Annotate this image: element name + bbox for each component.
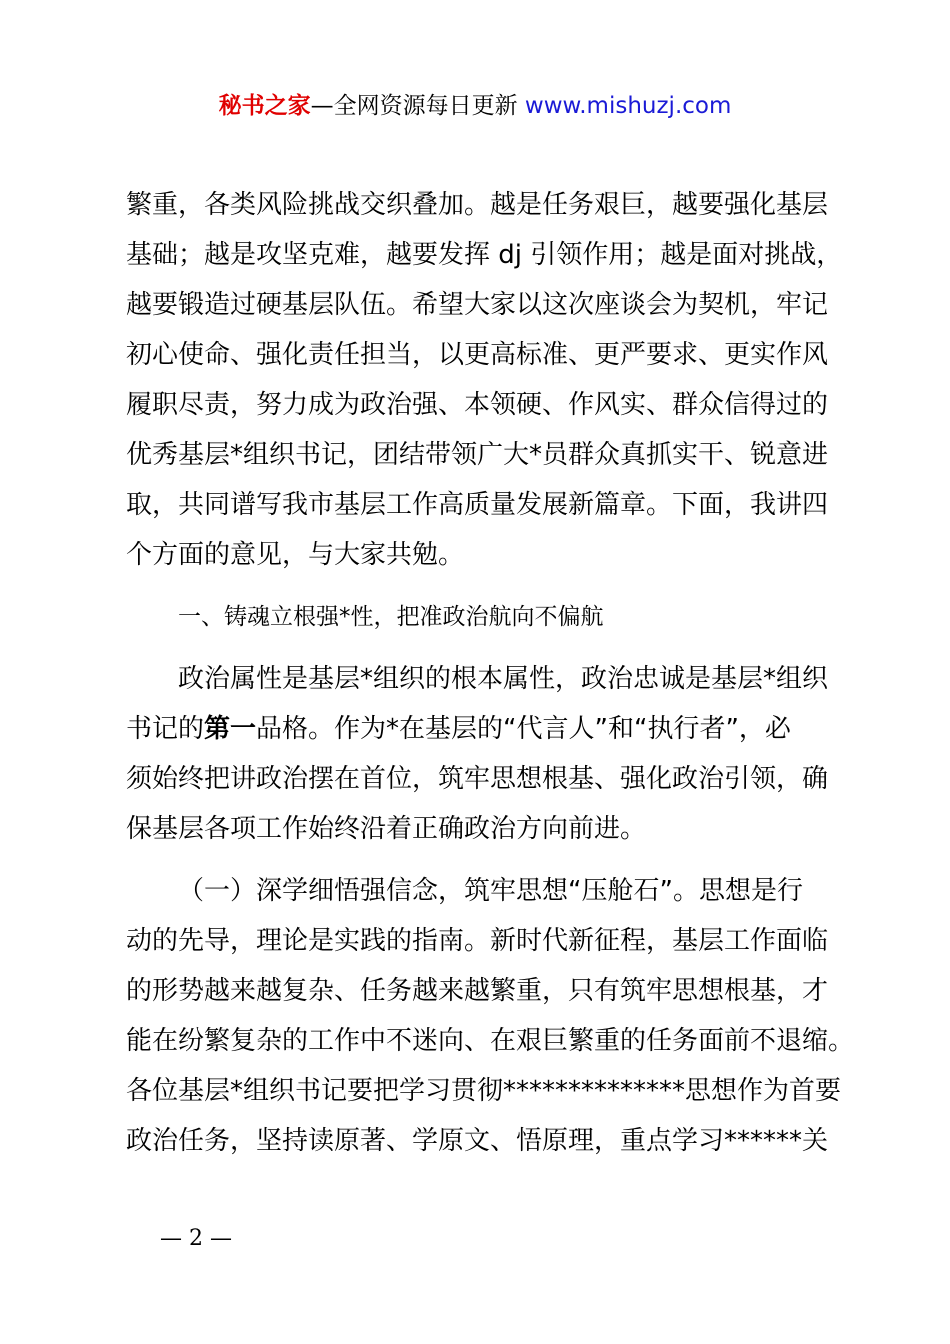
paragraph-line: 能在纷繁复杂的工作中不迷向、在艰巨繁重的任务面前不退缩。: [126, 1026, 855, 1056]
paragraph-line: 个方面的意见，与大家共勉。: [126, 540, 465, 570]
header-tagline: —全网资源每日更新: [310, 93, 518, 119]
paragraph-line: 基础；越是攻坚克难，越要发挥 dj 引领作用；越是面对挑战，: [126, 240, 843, 270]
paragraph-line: 初心使命、强化责任担当，以更高标准、更严要求、更实作风: [126, 340, 829, 370]
paragraph-line: 须始终把讲政治摆在首位，筑牢思想根基、强化政治引领，确: [126, 764, 829, 794]
text-run: 书记的: [126, 714, 205, 744]
paragraph-line: 各位基层*组织书记要把学习贯彻**************思想作为首要: [126, 1076, 842, 1106]
brand-name: 秘书之家: [218, 93, 311, 119]
paragraph-line: 繁重，各类风险挑战交织叠加。越是任务艰巨，越要强化基层: [126, 190, 829, 220]
site-link[interactable]: www.mishuzj.com: [524, 93, 732, 119]
paragraph-line: 政治属性是基层*组织的根本属性，政治忠诚是基层*组织: [178, 664, 829, 694]
paragraph-line: 优秀基层*组织书记，团结带领广大*员群众真抓实干、锐意进: [126, 440, 829, 470]
paragraph-line: 的形势越来越复杂、任务越来越繁重，只有筑牢思想根基，才: [126, 976, 829, 1006]
paragraph-line: 取，共同谱写我市基层工作高质量发展新篇章。下面，我讲四: [126, 490, 829, 520]
paragraph-line: 履职尽责，努力成为政治强、本领硬、作风实、群众信得过的: [126, 390, 829, 420]
paragraph-line: 保基层各项工作始终沿着正确政治方向前进。: [126, 814, 647, 844]
section-heading: 一、铸魂立根强*性，把准政治航向不偏航: [178, 604, 604, 630]
page-header: [0, 86, 950, 126]
paragraph-line: 政治任务，坚持读原著、学原文、悟原理，重点学习******关: [126, 1126, 829, 1156]
paragraph-line: 越要锻造过硬基层队伍。希望大家以这次座谈会为契机，牢记: [126, 290, 829, 320]
paragraph-line: （一）深学细悟强信念，筑牢思想“压舱石”。思想是行: [178, 876, 803, 906]
paragraph-line: [126, 704, 838, 754]
document-body: [126, 180, 855, 1166]
page-number: — 2 —: [160, 1226, 232, 1251]
text-run: 品格。作为*在基层的“代言人”和“执行者”，必: [256, 714, 791, 744]
bold-emphasis: 第一: [204, 714, 257, 744]
paragraph-line: 动的先导，理论是实践的指南。新时代新征程，基层工作面临: [126, 926, 829, 956]
